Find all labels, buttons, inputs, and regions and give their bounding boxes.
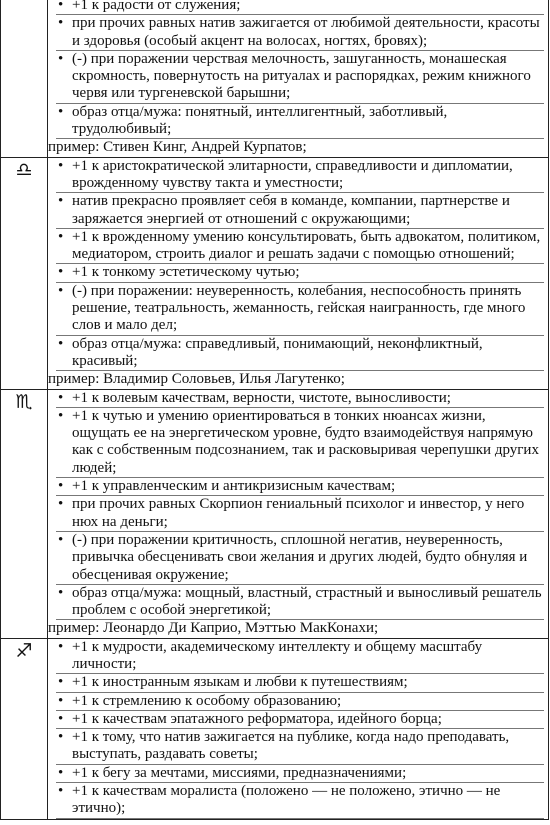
list-item: • +1 к врожденному умению консультировать, быть адвокатом, политиком, медиатором, строить диалог и решать задачи с помощью отношений; — [56, 229, 544, 265]
list-item: • +1 к управленческим и антикризисным качествам; — [56, 478, 544, 496]
list-item: • +1 к стремлению к особому образованию; — [56, 693, 544, 711]
example-line: пример: Владимир Соловьев, Илья Лагутенко; — [48, 371, 345, 388]
list-item: • при прочих равных натив зажигается от любимой деятельности, красоты и здоровья (особый акцент на волосах, ногтях, бровях); — [56, 15, 544, 51]
list-item: • +1 к чутью и умению ориентироваться в тонких нюансах жизни, ощущать ее на энергетическом уровне, будто взаимодействуя напрямую как с собственным подсознанием, так и расковыривая черепушки других людей; — [56, 408, 544, 478]
table-row-libra — [1, 157, 549, 389]
list-item: • (-) при поражении: неуверенность, колебания, неспособность принять решение, театральность, жеманность, гейская наигранность, где много слов и мало дел; — [56, 283, 544, 336]
table-row-scorpio — [1, 389, 549, 638]
libra-sign-icon: ♎ — [15, 158, 33, 181]
sign-cell — [1, 0, 48, 157]
scorpio-sign-icon: ♏ — [15, 390, 33, 413]
list-item: • +1 к тому, что натив зажигается на публике, когда надо преподавать, выступать, раздавать советы; — [56, 729, 544, 765]
list-item: • +1 к волевым качествам, верности, чистоте, выносливости; — [56, 390, 544, 408]
list-item: • +1 к мудрости, академическому интеллекту и общему масштабу личности; — [56, 639, 544, 675]
list-item: • (-) при поражении критичность, сплошной негатив, неуверенность, привычка обесценивать свои желания и других людей, будто обнуляя и обесценивая окружение; — [56, 532, 544, 585]
bullet-list — [56, 0, 544, 139]
sign-cell — [1, 638, 48, 819]
list-item: • +1 к радости от служения; — [56, 0, 544, 15]
sign-cell — [1, 157, 48, 389]
list-item: • образ отца/мужа: понятный, интеллигентный, заботливый, трудолюбивый; — [56, 104, 544, 140]
bullet-list — [56, 639, 544, 819]
example-line: пример: Леонардо Ди Каприо, Мэттью МакКонахи; — [48, 620, 379, 637]
list-item: • (-) при поражении черствая мелочность, зашуганность, монашеская скромность, повернутость на ритуалах и распорядках, режим книжного червя или тургеневской барышни; — [56, 51, 544, 104]
list-item: • +1 к бегу за мечтами, миссиями, предназначениями; — [56, 765, 544, 783]
list-item: • натив прекрасно проявляет себя в команде, компании, партнерстве и заряжается энергией от отношений с окружающими; — [56, 193, 544, 229]
list-item: • образ отца/мужа: мощный, властный, страстный и выносливый решатель проблем с особой энергетикой; — [56, 585, 544, 621]
description-cell — [48, 157, 549, 389]
sign-cell — [1, 389, 48, 638]
bullet-list — [56, 390, 544, 621]
table-row-virgo — [1, 0, 549, 157]
sagittarius-sign-icon: ♐ — [15, 639, 33, 662]
description-cell — [48, 389, 549, 638]
list-item: • +1 к качествам эпатажного реформатора, идейного борца; — [56, 711, 544, 729]
description-cell — [48, 638, 549, 819]
table-row-sagittarius — [1, 638, 549, 819]
list-item: • образ отца/мужа: справедливый, понимающий, неконфликтный, красивый; — [56, 336, 544, 372]
list-item: • при прочих равных Скорпион гениальный психолог и инвестор, у него нюх на деньги; — [56, 496, 544, 532]
list-item: • +1 к аристократической элитарности, справедливости и дипломатии, врожденному чувству такта и уместности; — [56, 158, 544, 194]
list-item: • +1 к тонкому эстетическому чутью; — [56, 264, 544, 282]
bullet-list — [56, 158, 544, 372]
list-item: • +1 к иностранным языкам и любви к путешествиям; — [56, 674, 544, 692]
description-cell — [48, 0, 549, 157]
example-line: пример: Стивен Кинг, Андрей Курпатов; — [48, 139, 307, 156]
list-item: • +1 к качествам моралиста (положено — не положено, этично — не этично); — [56, 783, 544, 819]
